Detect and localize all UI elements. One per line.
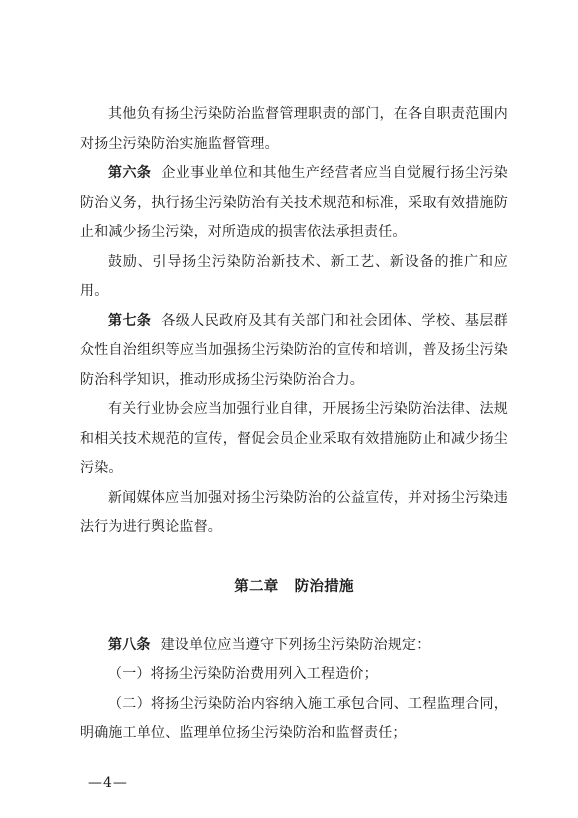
paragraph-text: 鼓励、引导扬尘污染防治新技术、新工艺、新设备的推广和应用。 (80, 253, 508, 299)
paragraph-text: 各级人民政府及其有关部门和社会团体、学校、基层群众性自治组织等应当加强扬尘污染防治的宣传和培训，普及扬尘污染防治科学知识，推动形成扬尘污染防治合力。 (80, 312, 508, 388)
document-body (80, 100, 508, 749)
page-number: —4— (88, 775, 128, 791)
article-6 (80, 159, 508, 248)
chapter-title: 防治措施 (294, 578, 354, 595)
paragraph-text: 新闻媒体应当加强对扬尘污染防治的公益宣传，并对扬尘污染违法行为进行舆论监督。 (80, 489, 508, 535)
paragraph-text: （二）将扬尘污染防治内容纳入施工承包合同、工程监理合同，明确施工单位、监理单位扬尘污染防治和监督责任； (80, 695, 508, 741)
article-8 (80, 631, 508, 661)
paragraph-news-media (80, 484, 508, 543)
article-number: 第八条 (108, 636, 151, 653)
article-number: 第六条 (108, 165, 152, 181)
paragraph-encourage-tech (80, 248, 508, 307)
paragraph-text: 其他负有扬尘污染防治监督管理职责的部门，在各自职责范围内对扬尘污染防治实施监督管理。 (80, 106, 508, 152)
list-item-2 (80, 690, 508, 749)
paragraph-text: 有关行业协会应当加强行业自律，开展扬尘污染防治法律、法规和相关技术规范的宣传，督促会员企业采取有效措施防止和减少扬尘污染。 (80, 401, 508, 476)
chapter-number: 第二章 (234, 578, 279, 595)
paragraph-industry-associations (80, 395, 508, 484)
article-7 (80, 307, 508, 396)
paragraph-text: 建设单位应当遵守下列扬尘污染防治规定： (160, 636, 431, 653)
chapter-heading (80, 543, 508, 631)
paragraph-oversight-departments (80, 100, 508, 159)
paragraph-text: 企业事业单位和其他生产经营者应当自觉履行扬尘污染防治义务，执行扬尘污染防治有关技术规范和标准，采取有效措施防止和减少扬尘污染，对所造成的损害依法承担责任。 (80, 165, 508, 240)
article-number: 第七条 (108, 312, 152, 329)
paragraph-text: （一）将扬尘污染防治费用列入工程造价； (108, 666, 378, 682)
list-item-1 (80, 660, 508, 690)
